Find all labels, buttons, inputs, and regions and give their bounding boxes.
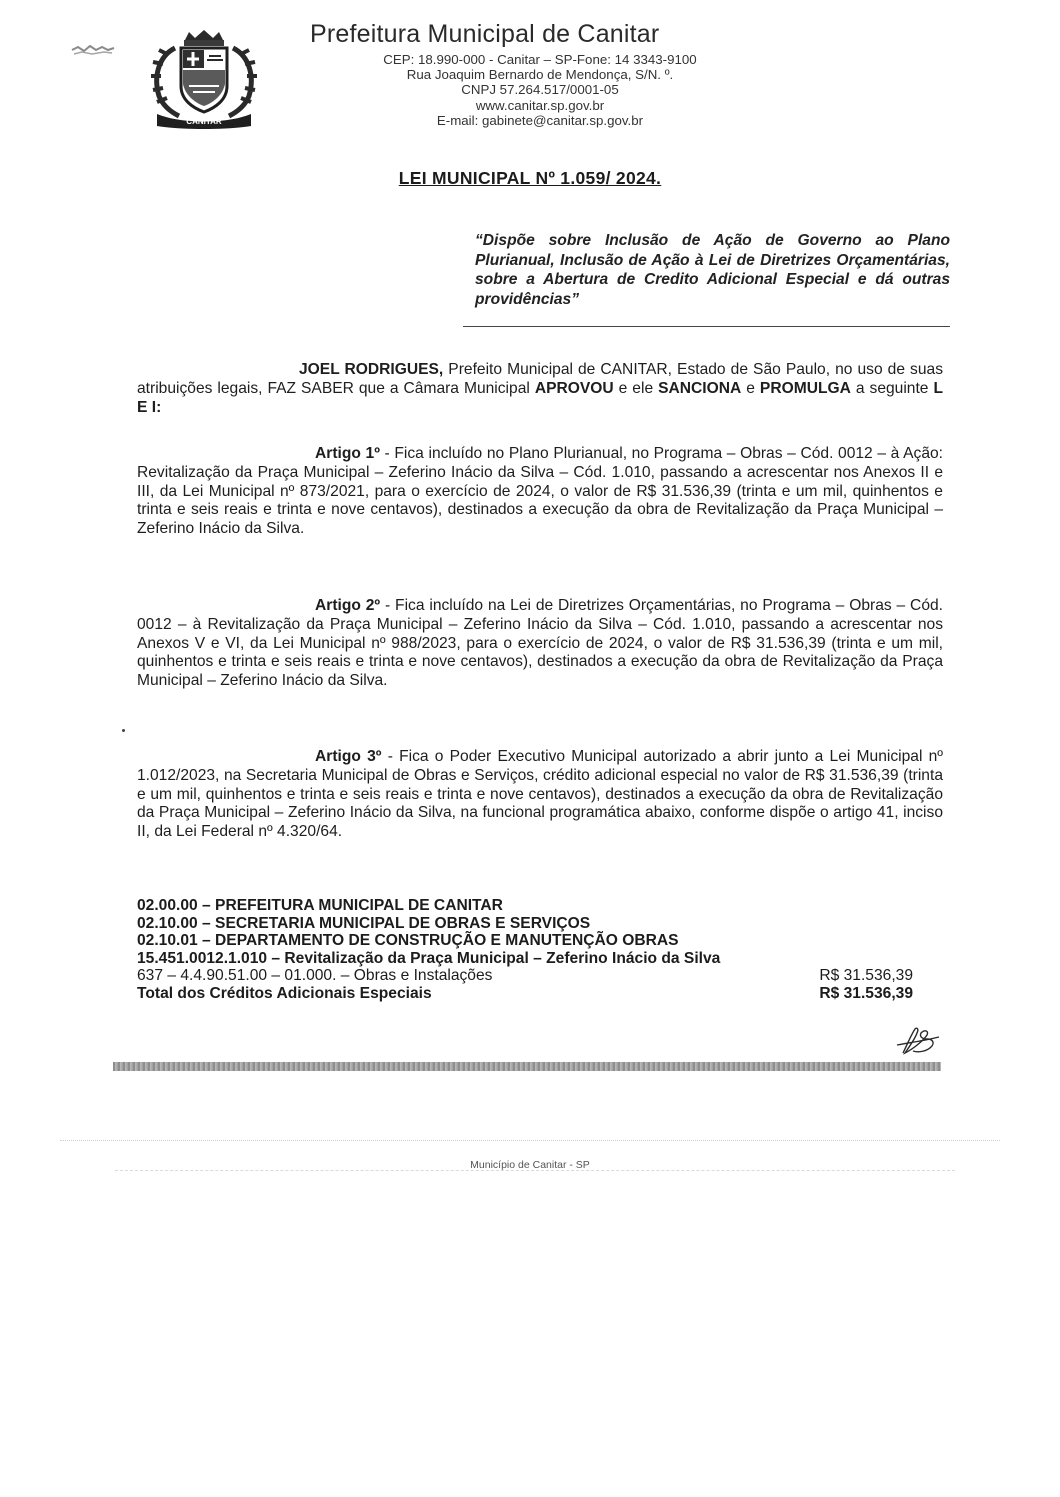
municipality-title: Prefeitura Municipal de Canitar — [310, 20, 660, 48]
budget-line-prefeitura: 02.00.00 – PREFEITURA MUNICIPAL DE CANITAR — [137, 897, 503, 914]
scan-dot — [122, 729, 125, 732]
intro-paragraph — [137, 361, 943, 417]
footer-municipality: Município de Canitar - SP — [470, 1159, 590, 1171]
intro-text-1: Prefeito Municipal de CANITAR, Estado de São Paulo, no uso de suas atribuições legais, FAZ SABER que a Câmara Municipal — [137, 361, 943, 397]
letterhead-contact — [340, 52, 740, 128]
budget-line-funcional: 15.451.0012.1.010 – Revitalização da Praça Municipal – Zeferino Inácio da Silva — [137, 949, 721, 967]
rubric-signature-icon — [893, 1025, 943, 1057]
law-number-heading: LEI MUNICIPAL Nº 1.059/ 2024. — [398, 168, 662, 188]
coat-of-arms-ribbon-text: CANITAR — [186, 117, 222, 126]
budget-line-obras — [137, 967, 947, 985]
budget-line-departamento: 02.10.01 – DEPARTAMENTO DE CONSTRUÇÃO E MANUTENÇÃO OBRAS — [137, 932, 679, 949]
budget-line-obras-value: R$ 31.536,39 — [819, 967, 913, 984]
intro-text-3: e — [741, 379, 760, 397]
mayor-name: JOEL RODRIGUES, — [299, 361, 444, 378]
law-ementa: “Dispõe sobre Inclusão de Ação de Governo ao Plano Plurianual, Inclusão de Ação à Lei de Diretrizes Orçamentárias, sobre a Abertura de Credito Adicional Especial e dá outras providências” — [475, 232, 950, 308]
contact-address: Rua Joaquim Bernardo de Mendonça, S/N. º. — [406, 67, 674, 83]
intro-promulga: PROMULGA — [759, 379, 851, 397]
budget-total — [137, 985, 947, 1003]
article-2 — [137, 597, 943, 691]
article-2-label: Artigo 2º — [315, 597, 381, 614]
stamp-smudge-icon — [70, 38, 116, 58]
intro-lei: L E I: — [137, 379, 943, 416]
article-3-label: Artigo 3º — [315, 748, 382, 765]
ementa-underline — [463, 326, 950, 327]
intro-text-2: e ele — [613, 379, 659, 397]
contact-email: E-mail: gabinete@canitar.sp.gov.br — [436, 112, 644, 128]
footer-separator-bar — [113, 1062, 941, 1071]
scan-dotted-line — [60, 1140, 1000, 1141]
article-3 — [137, 748, 943, 842]
budget-line-obras-label: 637 – 4.4.90.51.00 – 01.000. – Obras e Instalações — [137, 967, 493, 984]
intro-aprovou: APROVOU — [534, 379, 614, 397]
scan-dashed-line — [115, 1170, 955, 1171]
budget-total-value: R$ 31.536,39 — [819, 984, 913, 1002]
article-1 — [137, 445, 943, 539]
letterhead — [0, 0, 1060, 140]
article-1-label: Artigo 1º — [315, 445, 380, 462]
budget-line-secretaria: 02.10.00 – SECRETARIA MUNICIPAL DE OBRAS E SERVIÇOS — [137, 914, 591, 932]
article-2-text: - Fica incluído na Lei de Diretrizes Orçamentárias, no Programa – Obras – Cód. 0012 – à Revitalização da Praça Municipal – Zeferino Inácio da Silva – Cód. 1.010, passando a acrescentar nos Anexos V e VI, da Lei Municipal nº 988/2023, para o exercício de 2024, o valor de R$ 31.536,39 (trinta e um mil, quinhentos e trinta e seis reais e trinta e nove centavos), destinados a execução da obra de Revitalização da Praça Municipal – Zeferino Inácio da Silva. — [137, 597, 943, 690]
coat-of-arms-icon — [145, 30, 263, 130]
contact-website: www.canitar.sp.gov.br — [475, 97, 605, 113]
budget-total-label: Total dos Créditos Adicionais Especiais — [137, 984, 432, 1002]
contact-cep-phone: CEP: 18.990-000 - Canitar – SP-Fone: 14 3343-9100 — [383, 52, 697, 67]
article-3-text: - Fica o Poder Executivo Municipal autorizado a abrir junto a Lei Municipal nº 1.012/2023, na Secretaria Municipal de Obras e Serviços, crédito adicional especial no valor de R$ 31.536,39 (trinta e um mil, quinhentos e trinta e seis reais e trinta e nove centavos), destinados a execução da obra de Revitalização da Praça Municipal – Zeferino Inácio da Silva, na funcional programática abaixo, conforme dispõe o artigo 41, inciso II, da Lei Federal nº 4.320/64. — [137, 748, 943, 841]
contact-cnpj: CNPJ 57.264.517/0001-05 — [461, 82, 619, 98]
budget-allocation — [137, 897, 947, 1002]
intro-text-4: a seguinte — [850, 379, 934, 397]
intro-sanciona: SANCIONA — [658, 379, 742, 397]
article-1-text: - Fica incluído no Plano Plurianual, no Programa – Obras – Cód. 0012 – à Ação: Revitalização da Praça Municipal – Zeferino Inácio da Silva – Cód. 1.010, passando a acrescentar nos Anexos II e III, da Lei Municipal nº 873/2021, para o exercício de 2024, o valor de R$ 31.536,39 (trinta e um mil, quinhentos e trinta e seis reais e trinta e nove centavos), destinados a execução da obra de Revitalização da Praça Municipal – Zeferino Inácio da Silva. — [137, 445, 943, 538]
